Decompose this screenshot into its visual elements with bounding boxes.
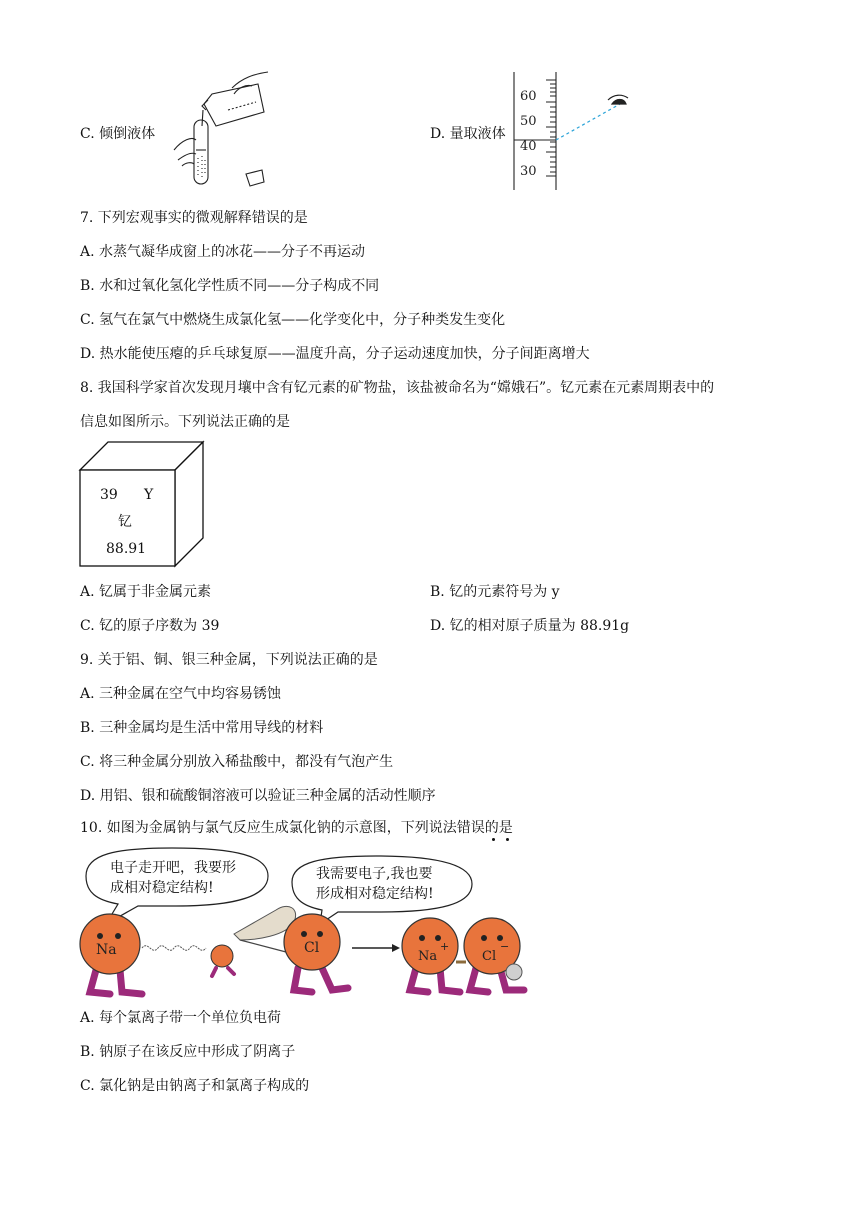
q7-option-d: D. 热水能使压瘪的乒乓球复原——温度升高，分子运动速度加快，分子间距离增大	[80, 346, 590, 362]
q7-stem: 7. 下列宏观事实的微观解释错误的是	[80, 210, 308, 226]
q7-option-a: A. 水蒸气凝华成窗上的冰花——分子不再运动	[80, 244, 366, 260]
element-symbol: Y	[144, 487, 154, 503]
atomic-mass: 88.91	[106, 541, 147, 557]
q7-option-b: B. 水和过氧化氢化学性质不同——分子构成不同	[80, 278, 380, 294]
bubble-left-line1: 电子走开吧，我要形	[110, 860, 236, 876]
na-label: Na	[96, 942, 117, 958]
q9-option-b: B. 三种金属均是生活中常用导线的材料	[80, 720, 324, 736]
bubble-right-line2: 形成相对稳定结构!	[316, 886, 434, 902]
electron-character	[211, 945, 234, 976]
cl-ion-charge: −	[500, 940, 510, 953]
q9-stem: 9. 关于铝、铜、银三种金属，下列说法正确的是	[80, 652, 378, 668]
cl-label: Cl	[304, 940, 320, 956]
q10-option-a: A. 每个氯离子带一个单位负电荷	[80, 1010, 282, 1026]
graduated-cylinder-illustration	[508, 72, 638, 192]
q10-stem: 10. 如图为金属钠与氯气反应生成氯化钠的示意图，下列说法错误的是	[80, 820, 513, 836]
bubble-left-line2: 成相对稳定结构!	[110, 880, 214, 896]
q8-option-d: D. 钇的相对原子质量为 88.91g	[430, 618, 630, 634]
tick-label-30: 30	[520, 164, 537, 179]
element-cell-yttrium	[78, 440, 206, 570]
q6-option-c: C. 倾倒液体	[80, 126, 156, 142]
q9-option-d: D. 用铝、银和硫酸铜溶液可以验证三种金属的活动性顺序	[80, 788, 436, 804]
element-name: 钇	[118, 514, 132, 530]
tick-label-60: 60	[520, 89, 537, 104]
sodium-chlorine-reaction-cartoon	[76, 844, 536, 1000]
emphasis-dot	[492, 838, 495, 841]
na-ion-charge: +	[440, 940, 450, 953]
q8-stem-line1: 8. 我国科学家首次发现月壤中含有钇元素的矿物盐，该盐被命名为“嫦娥石”。钇元素在元素周期表中的	[80, 380, 715, 396]
emphasis-dot	[506, 838, 509, 841]
bubble-right-line1: 我需要电子,我也要	[316, 866, 433, 882]
tick-label-40: 40	[520, 139, 537, 154]
q8-option-c: C. 钇的原子序数为 39	[80, 618, 220, 634]
na-ion-label: Na	[418, 949, 438, 964]
pouring-liquid-illustration	[172, 70, 282, 192]
q9-option-c: C. 将三种金属分别放入稀盐酸中，都没有气泡产生	[80, 754, 394, 770]
q7-option-c: C. 氢气在氯气中燃烧生成氯化氢——化学变化中，分子种类发生变化	[80, 312, 506, 328]
q8-option-a: A. 钇属于非金属元素	[80, 584, 212, 600]
tick-label-50: 50	[520, 114, 537, 129]
q8-option-b: B. 钇的元素符号为 y	[430, 584, 560, 600]
q6-option-d: D. 量取液体	[430, 126, 506, 142]
q10-option-c: C. 氯化钠是由钠离子和氯离子构成的	[80, 1078, 310, 1094]
cl-ion-label: Cl	[482, 949, 497, 964]
q8-stem-line2: 信息如图所示。下列说法正确的是	[80, 414, 290, 430]
atomic-number: 39	[100, 487, 118, 503]
q10-option-b: B. 钠原子在该反应中形成了阴离子	[80, 1044, 296, 1060]
q9-option-a: A. 三种金属在空气中均容易锈蚀	[80, 686, 282, 702]
